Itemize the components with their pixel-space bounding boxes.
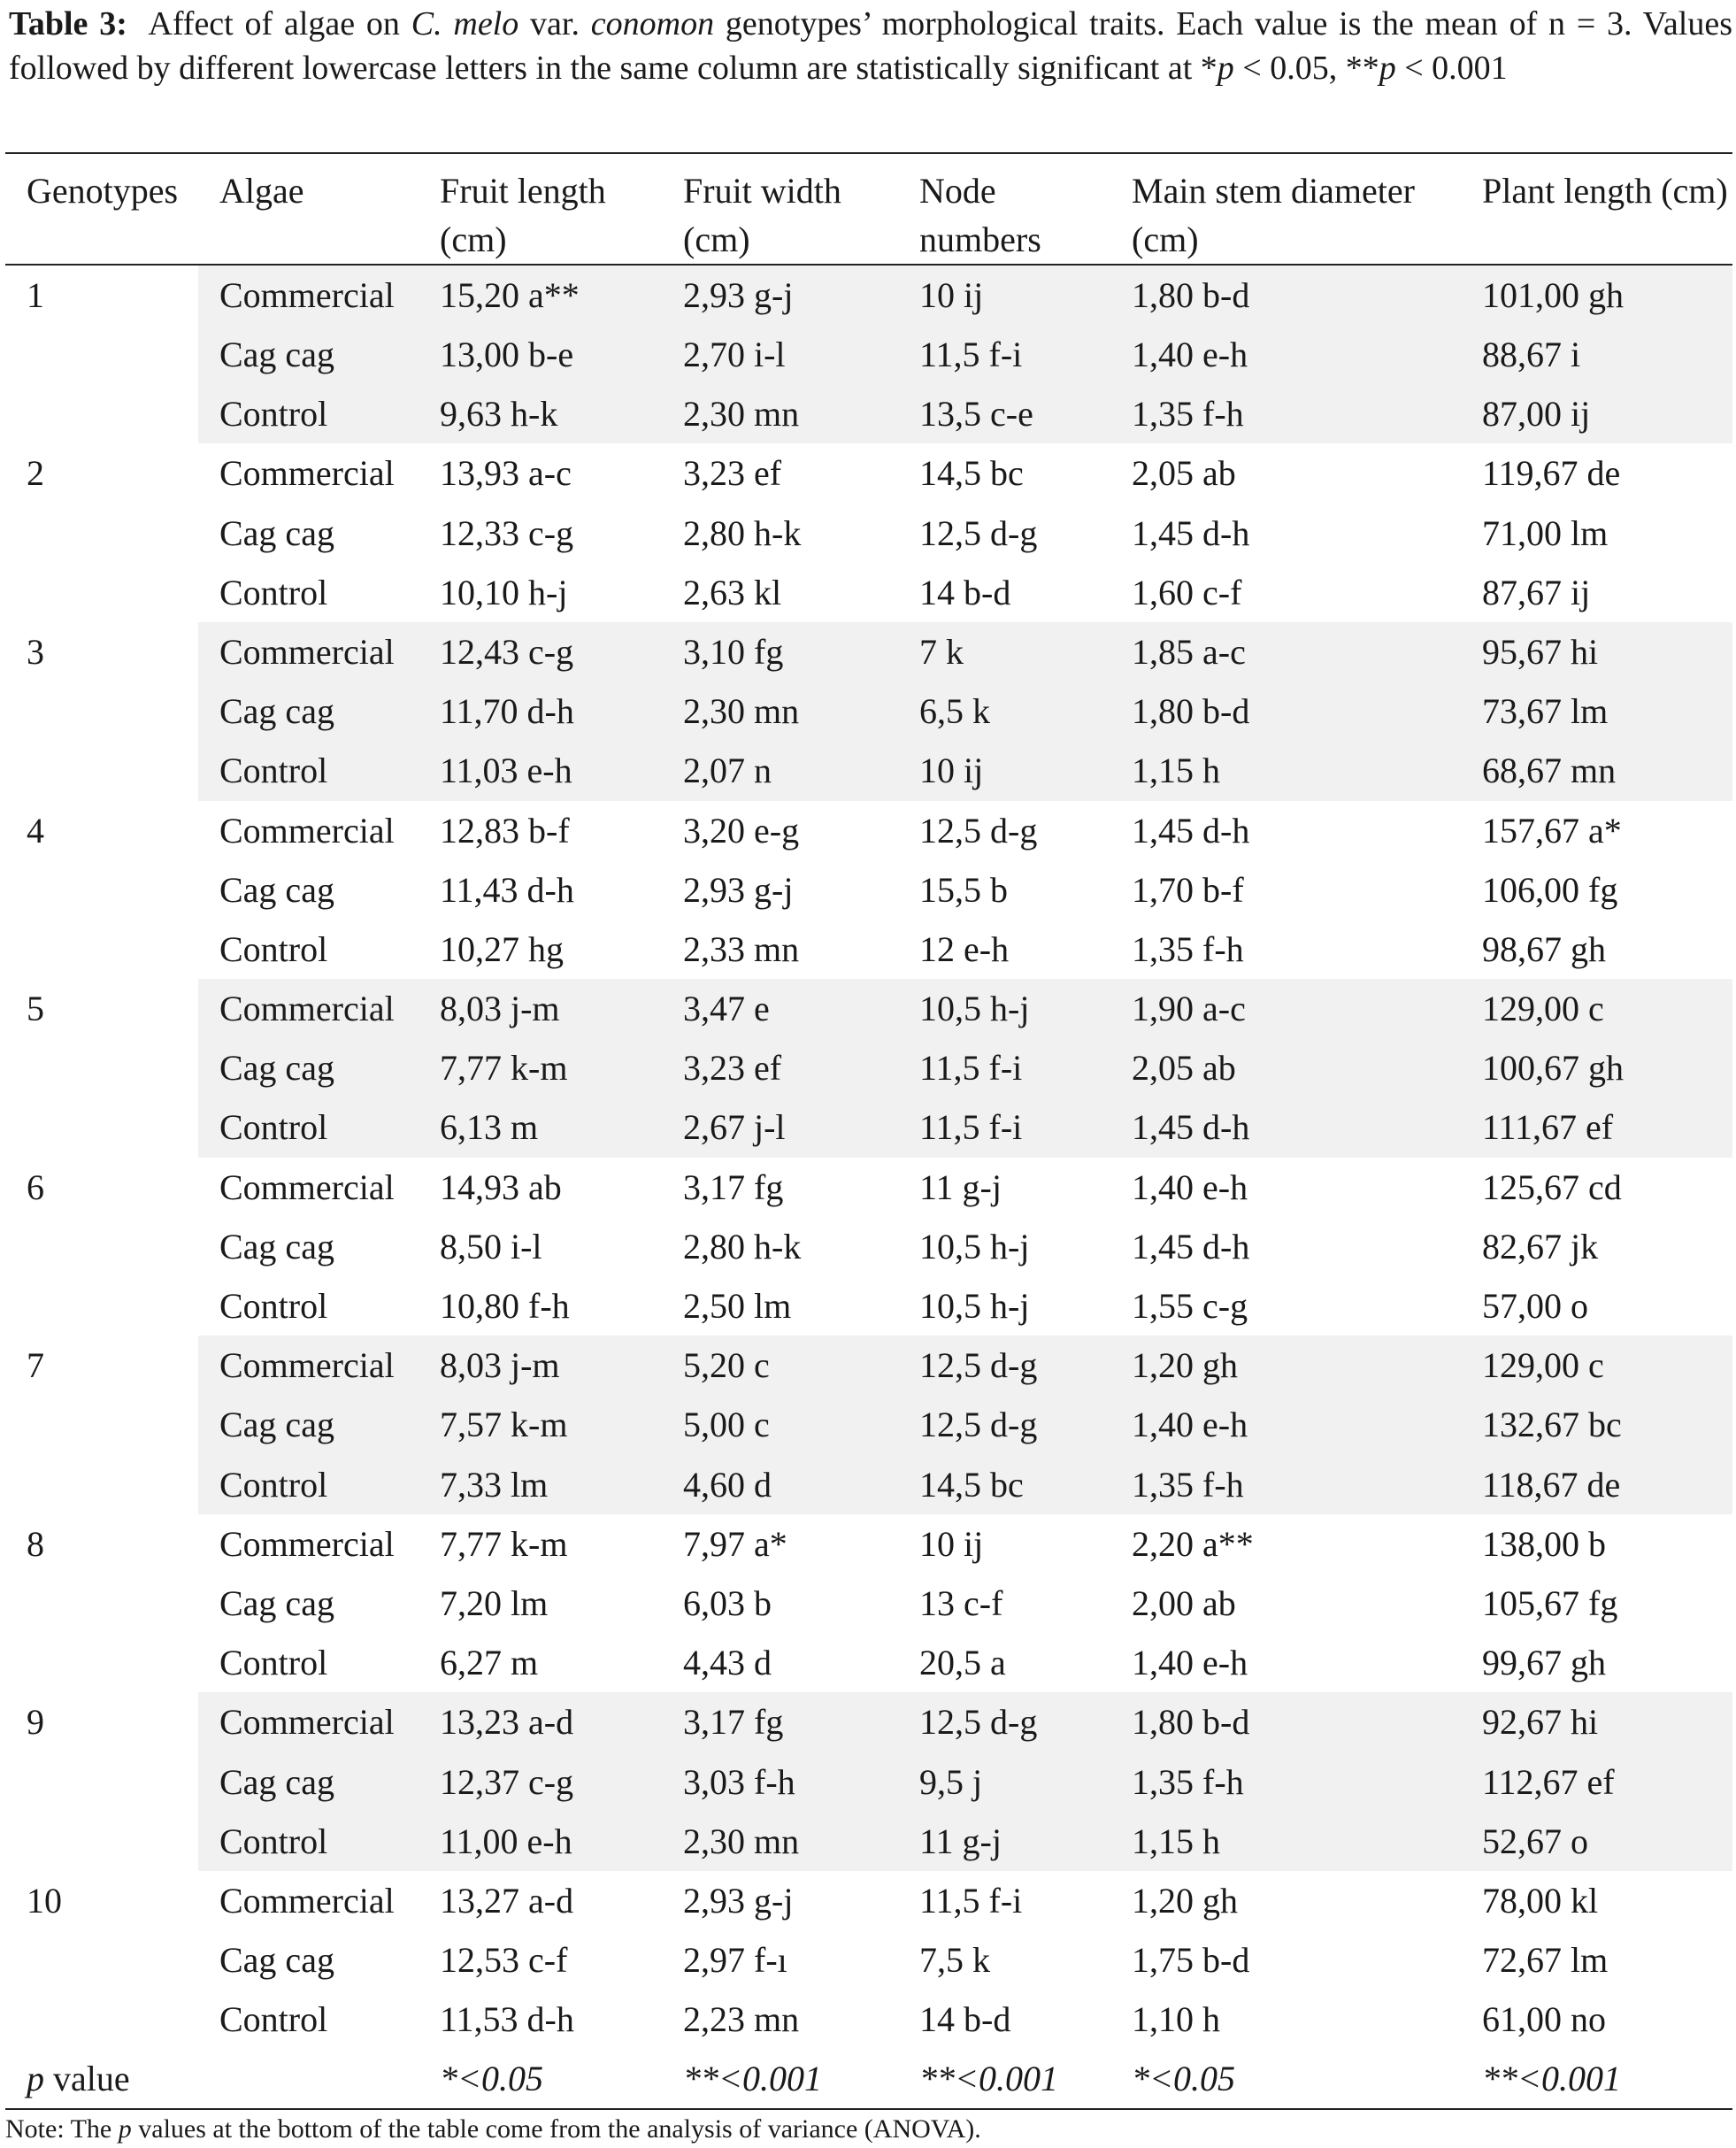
value-cell: 1,85 a-c: [1110, 622, 1461, 681]
value-cell: 14,93 ab: [440, 1166, 562, 1207]
value-cell: 12,5 d-g: [919, 512, 1038, 553]
value-cell: 11,00 e-h: [419, 1812, 662, 1871]
value-cell: 2,30 mn: [662, 1812, 898, 1871]
value-cell: 100,67 gh: [1461, 1038, 1732, 1097]
table-row: [5, 563, 1732, 622]
table-row: [5, 1395, 1732, 1454]
caption-label: Table 3:: [9, 5, 127, 42]
value-cell: 2,00 ab: [1132, 1582, 1236, 1623]
value-cell: 1,90 a-c: [1110, 979, 1461, 1038]
pvalue-cell: **<0.001: [919, 2059, 1058, 2099]
value-cell: 129,00 c: [1461, 1336, 1732, 1395]
value-cell: 98,67 gh: [1482, 928, 1606, 969]
column-header: Fruit length (cm): [440, 171, 606, 259]
value-cell: 87,00 ij: [1461, 384, 1732, 443]
genotype-cell: [5, 1812, 198, 1871]
value-cell: 20,5 a: [919, 1643, 1006, 1683]
value-cell: 61,00 no: [1482, 1999, 1606, 2040]
column-header: Fruit width (cm): [683, 171, 841, 259]
table-row: [5, 1871, 1732, 1930]
pvalue-label-p: p: [27, 2059, 44, 2099]
algae-cell: Control: [198, 384, 419, 443]
genotype-cell: [5, 325, 198, 384]
value-cell: 3,23 ef: [683, 453, 782, 494]
table-row: [5, 1336, 1732, 1395]
table-row: [5, 325, 1732, 384]
table-row: [5, 1158, 1732, 1217]
value-cell: 11,5 f-i: [898, 1097, 1110, 1157]
table-row: [5, 801, 1732, 860]
value-cell: 2,63 kl: [683, 572, 782, 612]
value-cell: 92,67 hi: [1461, 1692, 1732, 1752]
value-cell: 13,93 a-c: [440, 453, 572, 494]
value-cell: 12,33 c-g: [440, 512, 574, 553]
value-cell: 10,5 h-j: [919, 1286, 1030, 1326]
caption-text: Affect of algae on: [148, 5, 411, 42]
pvalue-cell: **<0.001: [683, 2059, 822, 2099]
table-bottom-rule: [5, 2109, 1732, 2110]
table-row: [5, 1930, 1732, 1990]
value-cell: 11 g-j: [898, 1812, 1110, 1871]
table-row: [5, 384, 1732, 443]
pvalue-cell: *<0.05: [440, 2059, 543, 2099]
genotype-cell: [5, 1455, 198, 1514]
value-cell: 10 ij: [898, 741, 1110, 800]
algae-cell: Control: [198, 1097, 419, 1157]
value-cell: 14,5 bc: [919, 453, 1024, 494]
value-cell: 12,83 b-f: [440, 810, 570, 851]
value-cell: 125,67 cd: [1482, 1166, 1622, 1207]
genotype-cell: 10: [27, 1880, 62, 1921]
value-cell: 10,27 hg: [440, 928, 564, 969]
algae-cell: Cag cag: [198, 681, 419, 741]
value-cell: 11,5 f-i: [898, 325, 1110, 384]
algae-cell: Cag cag: [198, 1752, 419, 1812]
algae-cell: Commercial: [198, 979, 419, 1038]
genotype-cell: [5, 1990, 198, 2049]
algae-cell: Commercial: [219, 1880, 395, 1921]
genotype-cell: 1: [27, 275, 44, 315]
value-cell: 6,13 m: [419, 1097, 662, 1157]
value-cell: 12,37 c-g: [419, 1752, 662, 1812]
table-row: [5, 1097, 1732, 1157]
algae-cell: Control: [219, 928, 328, 969]
note-text: values at the bottom of the table come from the analysis of variance (ANOVA).: [131, 2114, 981, 2144]
value-cell: 2,05 ab: [1132, 453, 1236, 494]
table-row: [5, 1692, 1732, 1752]
algae-cell: Cag cag: [198, 1038, 419, 1097]
algae-cell: Control: [198, 1812, 419, 1871]
value-cell: 1,35 f-h: [1110, 1455, 1461, 1514]
pvalue-cell: *<0.05: [1132, 2059, 1235, 2099]
value-cell: 7,5 k: [919, 1940, 990, 1981]
value-cell: 10 ij: [898, 265, 1110, 325]
column-header: Plant length (cm): [1482, 171, 1728, 211]
value-cell: 12,43 c-g: [419, 622, 662, 681]
value-cell: 6,03 b: [683, 1582, 772, 1623]
value-cell: 1,15 h: [1110, 741, 1461, 800]
caption-text: < 0.05, **: [1233, 50, 1379, 87]
value-cell: 1,45 d-h: [1110, 1097, 1461, 1157]
algae-cell: Commercial: [198, 265, 419, 325]
algae-cell: Control: [219, 1999, 328, 2040]
value-cell: 1,35 f-h: [1110, 384, 1461, 443]
value-cell: 4,60 d: [662, 1455, 898, 1514]
value-cell: 3,03 f-h: [662, 1752, 898, 1812]
value-cell: 2,93 g-j: [662, 265, 898, 325]
genotype-cell: 8: [27, 1523, 44, 1564]
value-cell: 1,20 gh: [1110, 1336, 1461, 1395]
value-cell: 7,33 lm: [419, 1455, 662, 1514]
value-cell: 1,40 e-h: [1110, 325, 1461, 384]
value-cell: 1,60 c-f: [1132, 572, 1242, 612]
data-table: [5, 152, 1732, 2110]
pvalue-label-text: value: [44, 2059, 130, 2099]
genotype-cell: [5, 504, 198, 563]
value-cell: 7 k: [898, 622, 1110, 681]
note-text: Note: The: [5, 2114, 119, 2144]
value-cell: 112,67 ef: [1461, 1752, 1732, 1812]
value-cell: 12,5 d-g: [919, 810, 1038, 851]
genotype-cell: [5, 860, 198, 920]
value-cell: 5,00 c: [662, 1395, 898, 1454]
value-cell: 1,45 d-h: [1132, 1226, 1250, 1266]
value-cell: 82,67 jk: [1482, 1226, 1599, 1266]
note-p: p: [118, 2114, 132, 2144]
value-cell: 95,67 hi: [1461, 622, 1732, 681]
value-cell: 129,00 c: [1461, 979, 1732, 1038]
value-cell: 7,20 lm: [440, 1582, 549, 1623]
genotype-cell: [5, 1752, 198, 1812]
algae-cell: Cag cag: [219, 869, 334, 910]
value-cell: 8,03 j-m: [419, 1336, 662, 1395]
value-cell: 101,00 gh: [1461, 265, 1732, 325]
genotype-cell: [5, 1276, 198, 1336]
value-cell: 7,57 k-m: [419, 1395, 662, 1454]
table-body: [5, 265, 1732, 2109]
value-cell: 6,27 m: [440, 1643, 539, 1683]
column-header: Genotypes: [27, 171, 179, 211]
value-cell: 3,17 fg: [683, 1166, 784, 1207]
value-cell: 119,67 de: [1482, 453, 1621, 494]
algae-cell: Cag cag: [219, 512, 334, 553]
value-cell: 7,77 k-m: [419, 1038, 662, 1097]
value-cell: 1,40 e-h: [1132, 1643, 1248, 1683]
value-cell: 10,5 h-j: [919, 1226, 1030, 1266]
caption-p: p: [1217, 50, 1234, 87]
value-cell: 10 ij: [919, 1523, 984, 1564]
value-cell: 2,93 g-j: [683, 1880, 794, 1921]
value-cell: 2,30 mn: [662, 384, 898, 443]
table-row: [5, 1217, 1732, 1276]
empty-cell: [198, 2049, 419, 2109]
value-cell: 9,5 j: [898, 1752, 1110, 1812]
genotype-cell: 6: [27, 1166, 44, 1207]
value-cell: 8,03 j-m: [419, 979, 662, 1038]
genotype-cell: 5: [27, 989, 44, 1029]
value-cell: 11,5 f-i: [919, 1880, 1023, 1921]
value-cell: 1,35 f-h: [1110, 1752, 1461, 1812]
value-cell: 105,67 fg: [1482, 1582, 1618, 1623]
value-cell: 57,00 o: [1482, 1286, 1588, 1326]
algae-cell: Control: [219, 572, 328, 612]
algae-cell: Cag cag: [198, 325, 419, 384]
caption-text: var.: [518, 5, 591, 42]
value-cell: 3,17 fg: [662, 1692, 898, 1752]
value-cell: 10,80 f-h: [440, 1286, 570, 1326]
value-cell: 71,00 lm: [1482, 512, 1609, 553]
value-cell: 2,33 mn: [683, 928, 800, 969]
genotype-cell: [5, 1097, 198, 1157]
table-row: [5, 1812, 1732, 1871]
genotype-cell: 7: [27, 1345, 44, 1386]
genotype-cell: [5, 681, 198, 741]
value-cell: 10,10 h-j: [440, 572, 568, 612]
algae-cell: Commercial: [219, 1523, 395, 1564]
value-cell: 12,53 c-f: [440, 1940, 568, 1981]
column-header: Main stem diameter (cm): [1132, 171, 1415, 259]
table-row: [5, 920, 1732, 979]
value-cell: 132,67 bc: [1461, 1395, 1732, 1454]
value-cell: 14 b-d: [919, 572, 1011, 612]
value-cell: 1,80 b-d: [1110, 681, 1461, 741]
value-cell: 12,5 d-g: [898, 1336, 1110, 1395]
algae-cell: Commercial: [219, 1166, 395, 1207]
value-cell: 13,27 a-d: [440, 1880, 574, 1921]
value-cell: 2,67 j-l: [662, 1097, 898, 1157]
value-cell: 3,10 fg: [662, 622, 898, 681]
value-cell: 11,70 d-h: [419, 681, 662, 741]
algae-cell: Cag cag: [219, 1226, 334, 1266]
genotype-cell: [5, 563, 198, 622]
value-cell: 1,70 b-f: [1132, 869, 1244, 910]
value-cell: 14 b-d: [919, 1999, 1011, 2040]
value-cell: 138,00 b: [1482, 1523, 1606, 1564]
value-cell: 72,67 lm: [1482, 1940, 1609, 1981]
table-caption: [9, 2, 1732, 90]
pvalue-label: [5, 2049, 198, 2109]
value-cell: 13,5 c-e: [898, 384, 1110, 443]
value-cell: 11,5 f-i: [898, 1038, 1110, 1097]
table-row: [5, 1514, 1732, 1574]
value-cell: 1,55 c-g: [1132, 1286, 1248, 1326]
value-cell: 4,43 d: [683, 1643, 772, 1683]
value-cell: 2,97 f-ı: [683, 1940, 787, 1981]
value-cell: 3,23 ef: [662, 1038, 898, 1097]
value-cell: 106,00 fg: [1482, 869, 1618, 910]
table-row: [5, 979, 1732, 1038]
algae-cell: Commercial: [198, 622, 419, 681]
value-cell: 2,30 mn: [662, 681, 898, 741]
value-cell: 1,75 b-d: [1132, 1940, 1250, 1981]
value-cell: 157,67 a*: [1482, 810, 1622, 851]
caption-variety: conomon: [590, 5, 715, 42]
genotype-cell: 9: [27, 1702, 44, 1743]
genotype-cell: 4: [27, 810, 44, 851]
value-cell: 12 e-h: [919, 928, 1010, 969]
table-row: [5, 504, 1732, 563]
value-cell: 1,35 f-h: [1132, 928, 1244, 969]
value-cell: 9,63 h-k: [419, 384, 662, 443]
value-cell: 87,67 ij: [1482, 572, 1591, 612]
value-cell: 2,07 n: [662, 741, 898, 800]
value-cell: 13,00 b-e: [419, 325, 662, 384]
algae-cell: Commercial: [219, 810, 395, 851]
value-cell: 3,47 e: [662, 979, 898, 1038]
value-cell: 1,10 h: [1132, 1999, 1220, 2040]
table-row: [5, 1455, 1732, 1514]
value-cell: 15,5 b: [919, 869, 1008, 910]
genotype-cell: [5, 1930, 198, 1990]
value-cell: 2,80 h-k: [683, 1226, 802, 1266]
genotype-cell: [5, 1574, 198, 1633]
genotype-cell: [5, 384, 198, 443]
genotype-cell: [5, 741, 198, 800]
table-row: [5, 1276, 1732, 1336]
pvalue-row: [5, 2049, 1732, 2109]
value-cell: 1,45 d-h: [1132, 810, 1250, 851]
value-cell: 88,67 i: [1461, 325, 1732, 384]
value-cell: 2,23 mn: [683, 1999, 800, 2040]
value-cell: 1,15 h: [1110, 1812, 1461, 1871]
table-row: [5, 443, 1732, 503]
value-cell: 1,20 gh: [1132, 1880, 1238, 1921]
value-cell: 2,50 lm: [683, 1286, 792, 1326]
algae-cell: Control: [198, 1455, 419, 1514]
algae-cell: Cag cag: [198, 1395, 419, 1454]
table-header-row: [5, 153, 1732, 265]
value-cell: 2,70 i-l: [662, 325, 898, 384]
value-cell: 78,00 kl: [1482, 1880, 1599, 1921]
value-cell: 111,67 ef: [1461, 1097, 1732, 1157]
algae-cell: Commercial: [198, 1692, 419, 1752]
value-cell: 73,67 lm: [1461, 681, 1732, 741]
value-cell: 52,67 o: [1461, 1812, 1732, 1871]
value-cell: 15,20 a**: [419, 265, 662, 325]
value-cell: 11,53 d-h: [440, 1999, 574, 2040]
algae-cell: Cag cag: [219, 1582, 334, 1623]
value-cell: 2,80 h-k: [683, 512, 802, 553]
value-cell: 8,50 i-l: [440, 1226, 542, 1266]
table-note: [5, 2113, 981, 2145]
table-row: [5, 1990, 1732, 2049]
value-cell: 2,93 g-j: [683, 869, 794, 910]
table-row: [5, 860, 1732, 920]
value-cell: 3,20 e-g: [683, 810, 800, 851]
value-cell: 13,23 a-d: [419, 1692, 662, 1752]
value-cell: 11 g-j: [919, 1166, 1002, 1207]
caption-species: C. melo: [411, 5, 519, 42]
value-cell: 2,20 a**: [1132, 1523, 1254, 1564]
genotype-cell: [5, 1217, 198, 1276]
genotype-cell: [5, 1395, 198, 1454]
value-cell: 13 c-f: [919, 1582, 1003, 1623]
caption-p: p: [1379, 50, 1396, 87]
value-cell: 12,5 d-g: [898, 1692, 1110, 1752]
table-row: [5, 741, 1732, 800]
value-cell: 6,5 k: [898, 681, 1110, 741]
column-header: Node numbers: [919, 171, 1041, 259]
table-row: [5, 265, 1732, 325]
pvalue-cell: **<0.001: [1482, 2059, 1621, 2099]
genotype-cell: [5, 1633, 198, 1692]
genotype-cell: [5, 1038, 198, 1097]
caption-text: < 0.001: [1395, 50, 1508, 87]
table-row: [5, 1038, 1732, 1097]
value-cell: 11,43 d-h: [440, 869, 574, 910]
genotype-cell: 3: [27, 631, 44, 672]
table-row: [5, 681, 1732, 741]
table-row: [5, 1752, 1732, 1812]
table-row: [5, 622, 1732, 681]
algae-cell: Control: [219, 1643, 328, 1683]
value-cell: 7,77 k-m: [440, 1523, 568, 1564]
algae-cell: Cag cag: [219, 1940, 334, 1981]
value-cell: 5,20 c: [662, 1336, 898, 1395]
value-cell: 1,80 b-d: [1110, 265, 1461, 325]
value-cell: 1,40 e-h: [1132, 1166, 1248, 1207]
value-cell: 10,5 h-j: [898, 979, 1110, 1038]
value-cell: 118,67 de: [1461, 1455, 1732, 1514]
caption-text: genotypes’ morphological traits. Each value is the mean of n = 3. Values followed by different lowercase letters in the same column are statistically significant at *: [9, 5, 1732, 87]
algae-cell: Control: [219, 1286, 328, 1326]
algae-cell: Control: [198, 741, 419, 800]
value-cell: 11,03 e-h: [419, 741, 662, 800]
table-row: [5, 1574, 1732, 1633]
value-cell: 99,67 gh: [1482, 1643, 1606, 1683]
genotype-cell: 2: [27, 453, 44, 494]
value-cell: 2,05 ab: [1110, 1038, 1461, 1097]
value-cell: 1,45 d-h: [1132, 512, 1250, 553]
algae-cell: Commercial: [198, 1336, 419, 1395]
value-cell: 14,5 bc: [898, 1455, 1110, 1514]
value-cell: 12,5 d-g: [898, 1395, 1110, 1454]
value-cell: 7,97 a*: [683, 1523, 787, 1564]
genotype-cell: [5, 920, 198, 979]
value-cell: 1,40 e-h: [1110, 1395, 1461, 1454]
algae-cell: Commercial: [219, 453, 395, 494]
column-header: Algae: [219, 171, 304, 211]
table-row: [5, 1633, 1732, 1692]
value-cell: 1,80 b-d: [1110, 1692, 1461, 1752]
value-cell: 68,67 mn: [1461, 741, 1732, 800]
